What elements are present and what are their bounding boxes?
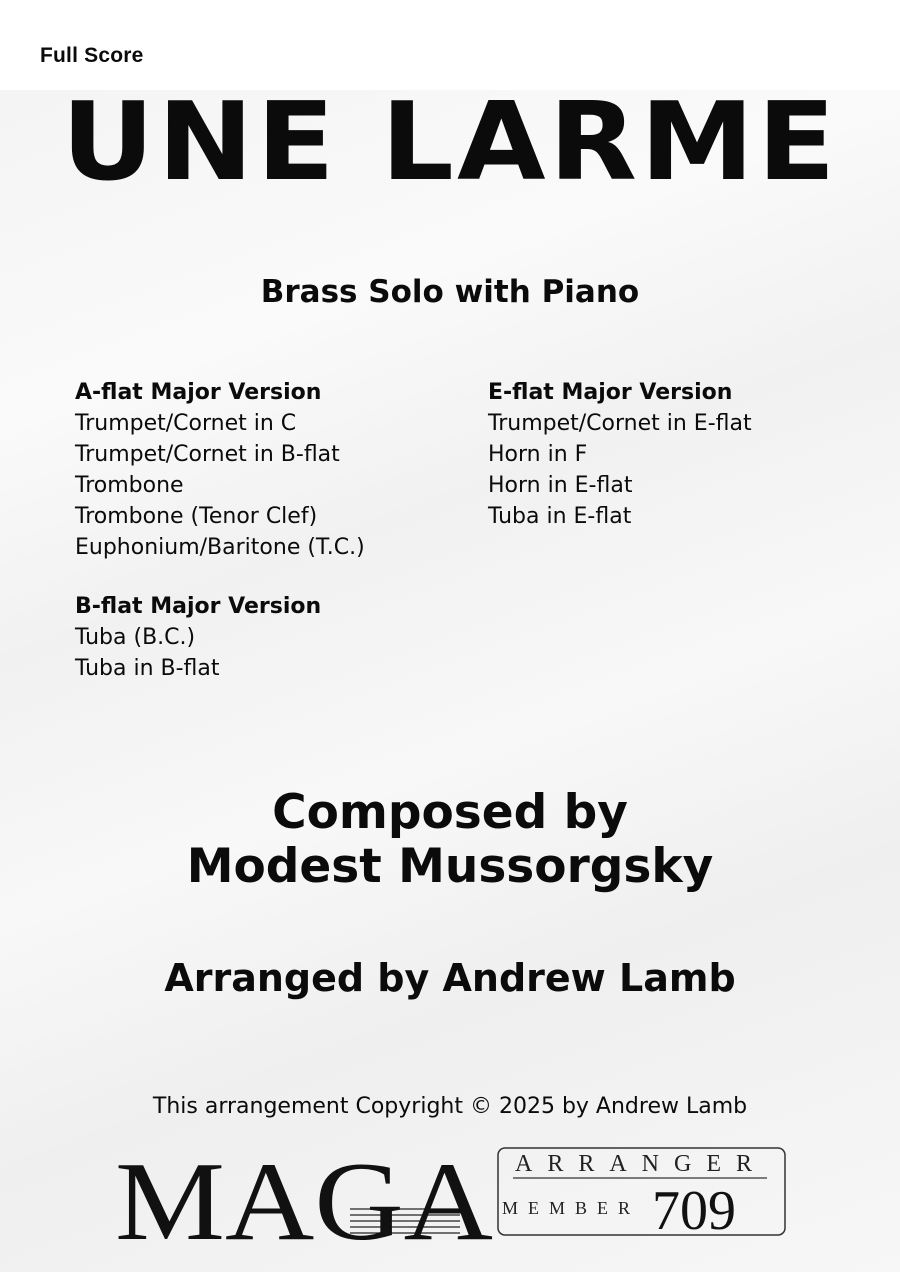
logo-badge-title: ARRANGER (515, 1151, 752, 1177)
instrument-item: Tuba in E-flat (488, 504, 632, 529)
instrument-item: Tuba (B.C.) (75, 625, 196, 650)
version-block-a-flat (75, 377, 365, 563)
instrument-item: Horn in E-flat (488, 473, 633, 498)
instrument-item: Tuba in B-flat (75, 656, 220, 681)
version-block-e-flat (488, 377, 752, 532)
instrument-item: Euphonium/Baritone (T.C.) (75, 535, 365, 560)
version-heading: B-flat Major Version (75, 594, 322, 619)
instrument-item: Trombone (75, 473, 184, 498)
piece-title: UNE LARME (61, 80, 839, 205)
instrument-item: Horn in F (488, 442, 588, 467)
instrument-item: Trumpet/Cornet in E-flat (488, 411, 752, 436)
version-block-b-flat (75, 591, 321, 684)
arranger-credit: Arranged by Andrew Lamb (164, 956, 736, 1000)
maga-arranger-logo (115, 1135, 795, 1250)
logo-badge-number: 709 (652, 1180, 736, 1242)
instrument-item: Trumpet/Cornet in B-flat (75, 442, 340, 467)
score-type-label: Full Score (40, 44, 144, 67)
instrument-item: Trombone (Tenor Clef) (75, 504, 318, 529)
logo-badge-label: MEMBER (502, 1198, 630, 1218)
version-heading: E-flat Major Version (488, 380, 733, 405)
composer-name: Modest Mussorgsky (186, 839, 714, 894)
instrumentation-subtitle: Brass Solo with Piano (260, 274, 640, 310)
version-heading: A-flat Major Version (75, 380, 322, 405)
instrument-item: Trumpet/Cornet in C (75, 411, 297, 436)
logo-wordmark: MAGA (115, 1140, 494, 1250)
copyright-notice: This arrangement Copyright © 2025 by Andrew Lamb (152, 1094, 748, 1119)
composer-line-1: Composed by (272, 785, 628, 840)
composer-credit (0, 786, 900, 894)
